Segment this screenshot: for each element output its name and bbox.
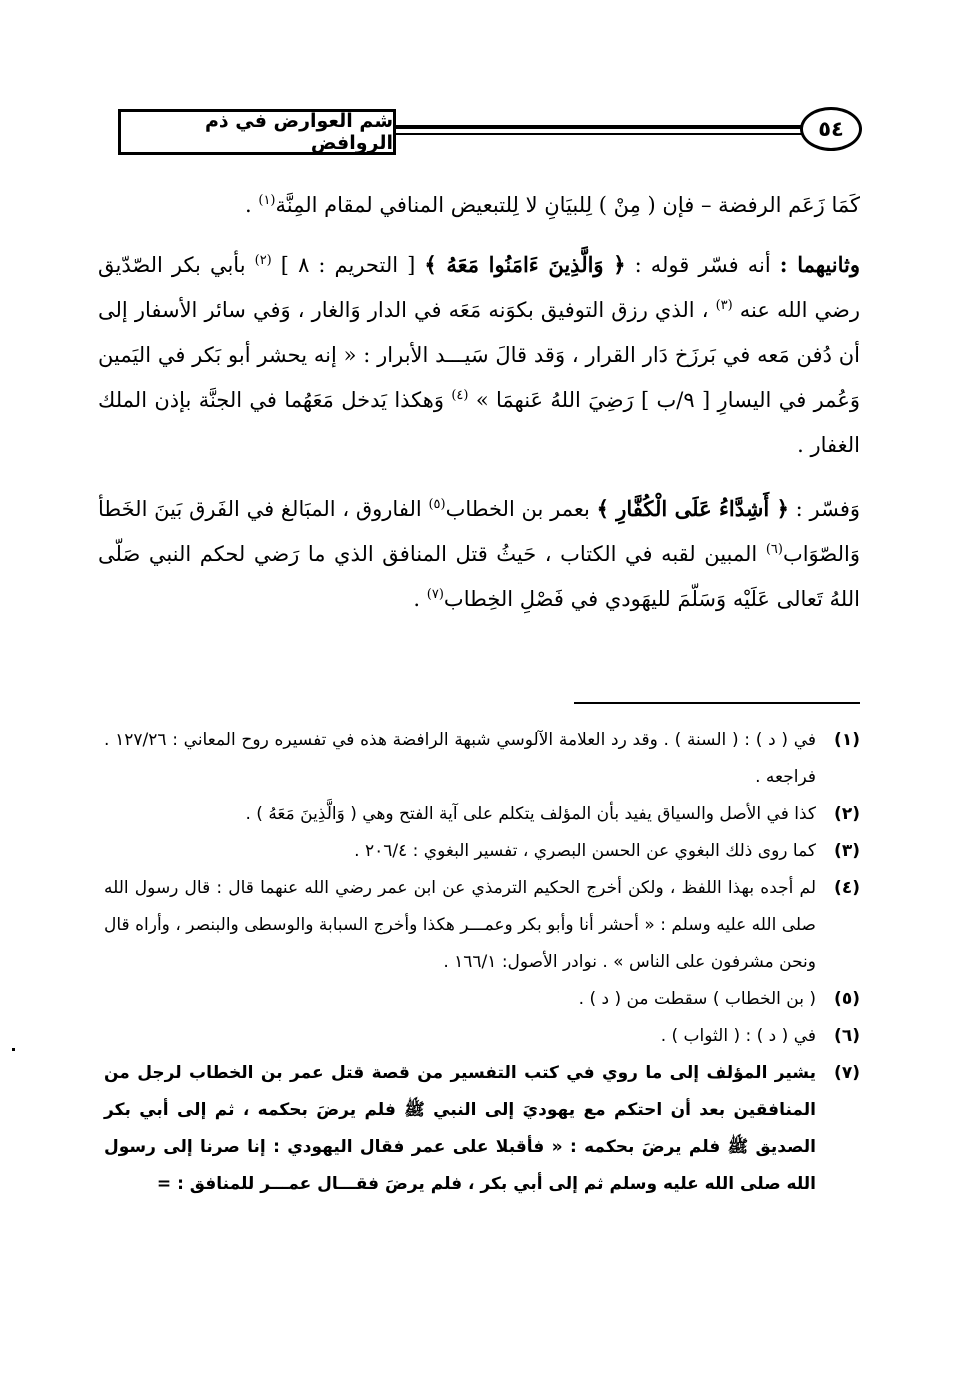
- footnote-5: [104, 981, 860, 1018]
- footnote-4: [104, 870, 860, 981]
- paragraph-2-text-c: بأبي بكر الصّدّيق رضي الله عنه: [98, 253, 860, 322]
- footnote-ref-3: (٣): [715, 298, 733, 313]
- footnote-number: (١): [834, 730, 860, 750]
- footnotes: [104, 722, 860, 1203]
- footnote-number: (٥): [834, 989, 860, 1009]
- quran-quote-1: ﴿ وَالَّذِينَ ءَامَنُوا مَعَهُ ﴾: [424, 252, 626, 277]
- footnote-number: (٦): [834, 1026, 860, 1046]
- paragraph-2-lead: وثانيهما :: [779, 252, 860, 277]
- footnote-ref-5: (٥): [428, 497, 446, 512]
- paragraph-3-text-c: الفاروق ، المبَالغ في الفَرق بَينَ الخَطأ وَالصّوَاب: [98, 497, 860, 566]
- footnote-text: في ( د ) : ( السنة ) . وقد رد العلامة الآلوسي شبهة الرافضة هذه في تفسيره روح المعاني : ١٢٧/٢٦ . فراجعه .: [104, 730, 816, 787]
- footnote-number: (٢): [834, 804, 860, 824]
- paragraph-2-text-d: ، الذي رزق التوفيق بكوَنه مَعَه في الدار وَالغار ، وَفي سائر الأسفار إلى أن دُفن مَعه في بَرزَخ دَار القرار ، وَقد قالَ سَيـــد الأبرار : « إنه يحشر أبو بَكر في اليَمين وَعُمر في اليسارِ [ ٩/ب ] رَضِيَ اللهُ عَنهمَا »: [98, 298, 860, 412]
- footnote-ref-2: (٢): [254, 253, 272, 268]
- main-text: [98, 183, 860, 622]
- paragraph-3-text-b: بعمر بن الخطاب: [445, 497, 597, 521]
- running-title: شم العوارض في ذم الروافض: [118, 109, 396, 155]
- paragraph-2-text-e: وَهكذا يَدخل مَعَهُما في الجنَّة بإذن الملك الغفار .: [98, 388, 860, 457]
- paragraph-2-text-b: [ التحريم : ٨ ]: [271, 253, 425, 277]
- paragraph-2-text-a: أنه فسّر قوله :: [625, 253, 780, 277]
- header-rule-thick: [396, 125, 806, 129]
- paragraph-3-text-d: المبين لقبه في الكتاب ، حَيثُ قتل المنافق الذي ما رَضي لحكم النبي صَلّى اللهُ تَعالى عَلَيْه وَسَلّمَ لليهَودي في فَصْلِ الخِطاب: [98, 542, 860, 611]
- footnote-text: كذا في الأصل والسياق يفيد بأن المؤلف يتكلم على آية الفتح وهي ( وَالَّذِينَ مَعَهُ ) .: [245, 804, 816, 824]
- footnote-3: [104, 833, 860, 870]
- footnote-ref-1: (١): [258, 193, 276, 208]
- quran-quote-2: ﴿ أَشِدَّاءُ عَلَى الْكُفَّارِ ﴾: [596, 496, 789, 521]
- footnote-6: [104, 1018, 860, 1055]
- footnote-ref-7: (٧): [426, 587, 444, 602]
- footnote-text: في ( د ) : ( الثواب ) .: [660, 1026, 816, 1046]
- page-header: [118, 103, 862, 159]
- scan-speck: [12, 1048, 15, 1051]
- paragraph-1: [98, 183, 860, 228]
- paragraph-3-text-a: وَفسّر :: [788, 497, 860, 521]
- paragraph-1-end: .: [245, 193, 259, 217]
- footnote-1: [104, 722, 860, 796]
- footnote-text: كما روى ذلك البغوي عن الحسن البصري ، تفسير البغوي : ٢٠٦/٤ .: [354, 841, 816, 861]
- footnote-ref-6: (٦): [765, 542, 783, 557]
- footnote-text: ( بن الخطاب ) سقطت من ( د ) .: [578, 989, 816, 1009]
- footnote-number: (٤): [834, 878, 860, 898]
- footnote-7: [104, 1055, 860, 1203]
- paragraph-3: [98, 486, 860, 622]
- footnote-number: (٧): [834, 1063, 860, 1083]
- paragraph-3-text-e: .: [413, 587, 427, 611]
- footnote-text: لم أجده بهذا اللفظ ، ولكن أخرج الحكيم الترمذي عن ابن عمر رضي الله عنهما قال : قال رسول الله صلى الله عليه وسلم : « أحشر أنا وأبو بكر وعمـــر هكذا وأخرج السبابة والوسطى والبنصر ، وأراه قال ونحن مشرفون على الناس » . نوادر الأصول: ١٦٦/١ .: [104, 878, 816, 972]
- paragraph-1-text: كَمَا زَعَم الرفضة – فإن ( مِنْ ) لِلبيَانِ لا لِلتبعيض المنافي لمقام المِنَّة: [275, 193, 860, 217]
- footnote-separator: [574, 702, 860, 704]
- footnote-number: (٣): [834, 841, 860, 861]
- header-rule-thin: [396, 133, 806, 135]
- footnote-text: يشير المؤلف إلى ما روي في كتب التفسير من قصة قتل عمر بن الخطاب لرجل من المنافقين بعد أن احتكم مع يهوديَ إلى النبي ﷺ فلم يرضَ بحكمه ، ثم إلى أبي بكر الصديق ﷺ فلم يرضَ بحكمه : « فأقبلا على عمر فقال اليهودي : إنا صرنا إلى رسول الله صلى الله عليه وسلم ثم إلى أبي بكر ، فلم يرضَ فقـــال عمـــر للمنافق : =: [104, 1063, 816, 1194]
- paragraph-2: [98, 242, 860, 468]
- page-number: ٥٤: [800, 107, 862, 151]
- footnote-2: [104, 796, 860, 833]
- footnote-ref-4: (٤): [451, 388, 469, 403]
